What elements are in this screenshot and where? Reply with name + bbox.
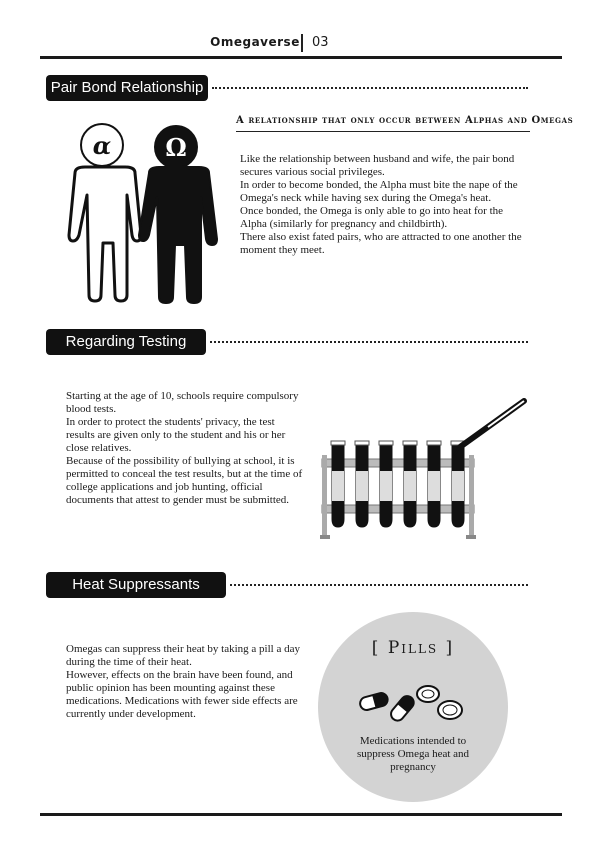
pair-bond-paragraph: There also exist fated pairs, who are attracted to one another the moment they meet. bbox=[240, 231, 522, 256]
subtitle-underline bbox=[236, 131, 530, 132]
testing-body bbox=[66, 390, 306, 507]
page-number: 03 bbox=[312, 35, 329, 50]
person-outline-icon bbox=[69, 167, 141, 301]
header-rule bbox=[40, 56, 562, 59]
pills-icon bbox=[358, 680, 468, 728]
testing-paragraph: In order to protect the students' privacy, the test results are given only to the student and his or her close relatives. bbox=[66, 416, 286, 454]
pair-bond-subtitle: A relationship that only occur between Alphas and Omegas bbox=[236, 115, 574, 126]
footer-rule bbox=[40, 813, 562, 816]
section-label-suppressants: Heat Suppressants bbox=[46, 572, 226, 598]
pair-bond-paragraph: In order to become bonded, the Alpha must bite the nape of the Omega's neck while having sex during the Omega's heat. bbox=[240, 179, 518, 204]
header-title: Omegaverse bbox=[210, 35, 300, 49]
pair-bond-body bbox=[240, 153, 530, 257]
testing-paragraph: Because of the possibility of bullying at school, it is permitted to conceal the test results, but at the time of college applications and job hunting, official documents that attest to gender must be submitted. bbox=[66, 455, 303, 506]
suppressants-paragraph: However, effects on the brain have been found, and public opinion has been mounting against these medications. Medications with fewer side effects are currently under development. bbox=[66, 669, 298, 720]
header-divider bbox=[301, 34, 303, 52]
section-dots-suppressants bbox=[230, 584, 528, 586]
section-label-pair-bond: Pair Bond Relationship bbox=[46, 75, 208, 101]
suppressants-paragraph: Omegas can suppress their heat by taking a pill a day during the time of their heat. bbox=[66, 643, 300, 668]
section-label-testing: Regarding Testing bbox=[46, 329, 206, 355]
person-filled-icon bbox=[139, 167, 217, 303]
pair-bond-paragraph: Once bonded, the Omega is only able to go into heat for the Alpha (similarly for pregnancy and childbirth). bbox=[240, 205, 504, 230]
test-tube-rack-icon bbox=[318, 393, 538, 543]
testing-paragraph: Starting at the age of 10, schools require compulsory blood tests. bbox=[66, 390, 299, 415]
pills-title: [ Pills ] bbox=[371, 638, 455, 658]
section-dots-pair-bond bbox=[212, 87, 528, 89]
section-dots-testing bbox=[210, 341, 528, 343]
pipette-icon bbox=[454, 401, 524, 455]
couple-figures-illustration bbox=[55, 165, 225, 305]
pills-caption: Medications intended to suppress Omega heat and pregnancy bbox=[356, 735, 470, 773]
alpha-symbol-badge: α bbox=[80, 123, 124, 167]
pair-bond-paragraph: Like the relationship between husband and wife, the pair bond secures various social privileges. bbox=[240, 153, 515, 178]
omega-symbol-badge: Ω bbox=[154, 125, 198, 169]
suppressants-body bbox=[66, 643, 304, 721]
